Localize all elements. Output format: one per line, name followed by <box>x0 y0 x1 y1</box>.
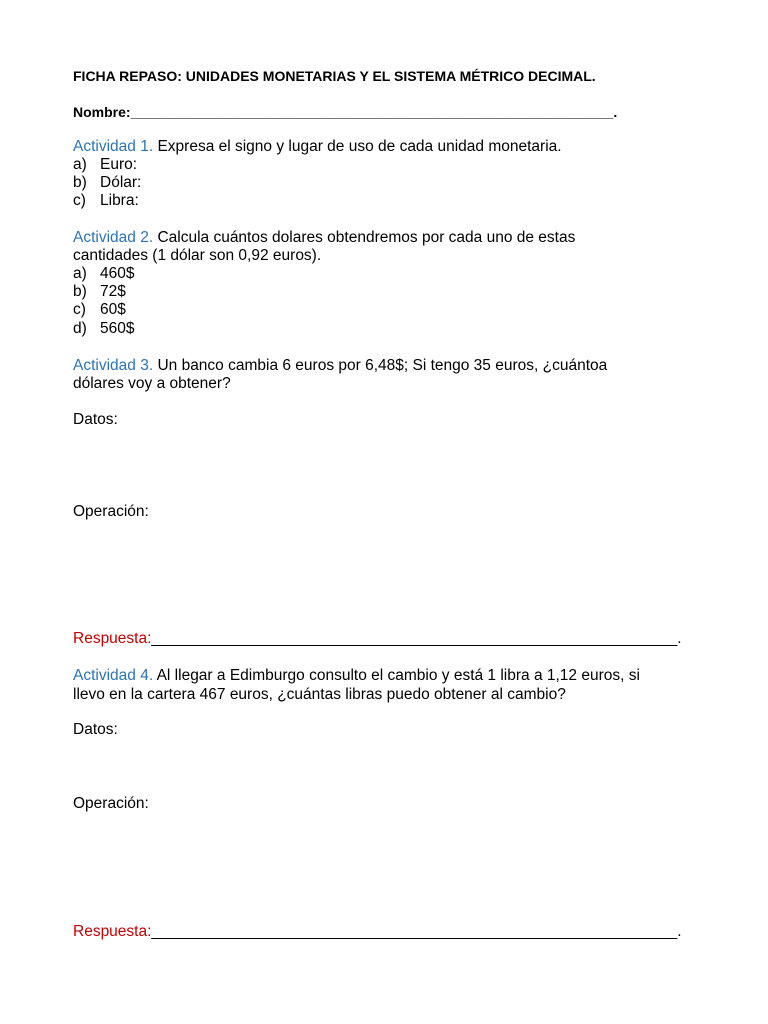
activity1-heading <box>73 138 562 156</box>
item-letter: a) <box>73 265 87 282</box>
respuesta-label: Respuesta: <box>73 630 152 647</box>
activity3-respuesta <box>73 630 682 648</box>
activity1-text: Expresa el signo y lugar de uso de cada unidad monetaria. <box>153 138 562 155</box>
item-text: 460$ <box>100 265 135 282</box>
worksheet-title: FICHA REPASO: UNIDADES MONETARIAS Y EL SISTEMA MÉTRICO DECIMAL. <box>73 68 596 84</box>
activity2-label: Actividad 2. <box>73 229 154 246</box>
respuesta-label: Respuesta: <box>73 923 152 940</box>
item-text: Libra: <box>100 192 139 209</box>
respuesta-blank[interactable]: _____________________________________________________________. <box>151 630 682 647</box>
activity4-respuesta <box>73 923 682 941</box>
respuesta-blank[interactable]: _____________________________________________________________. <box>151 923 682 940</box>
activity3-heading <box>73 357 607 375</box>
item-text: 72$ <box>100 283 126 300</box>
activity3-datos: Datos: <box>73 411 118 428</box>
list-item <box>73 320 134 338</box>
item-letter: b) <box>73 283 87 300</box>
list-item <box>73 192 139 210</box>
name-label: Nombre: <box>73 104 131 120</box>
activity2-heading <box>73 229 575 247</box>
list-item <box>73 301 126 319</box>
name-end: . <box>613 104 618 120</box>
activity2-text: Calcula cuántos dolares obtendremos por cada uno de estas <box>153 229 576 246</box>
activity3-text: Un banco cambia 6 euros por 6,48$; Si tengo 35 euros, ¿cuántoa <box>153 357 608 374</box>
activity4-datos: Datos: <box>73 721 118 738</box>
item-letter: c) <box>73 192 86 209</box>
list-item <box>73 174 141 192</box>
activity4-text: Al llegar a Edimburgo consulto el cambio y está 1 libra a 1,12 euros, si <box>153 667 640 684</box>
list-item <box>73 265 134 283</box>
activity4-text-line2: llevo en la cartera 467 euros, ¿cuántas libras puedo obtener al cambio? <box>73 686 566 703</box>
item-letter: d) <box>73 320 87 337</box>
activity4-label: Actividad 4. <box>73 667 154 684</box>
item-letter: a) <box>73 156 87 173</box>
activity3-label: Actividad 3. <box>73 357 154 374</box>
activity2-text-line2: cantidades (1 dólar son 0,92 euros). <box>73 247 322 264</box>
item-letter: c) <box>73 301 86 318</box>
activity3-operacion: Operación: <box>73 503 149 520</box>
item-text: 560$ <box>100 320 135 337</box>
list-item <box>73 283 126 301</box>
list-item <box>73 156 137 174</box>
activity4-heading <box>73 667 640 685</box>
name-blank[interactable]: ______________________________________________________________ <box>130 104 614 120</box>
name-line <box>73 103 617 121</box>
item-text: Euro: <box>100 156 138 173</box>
activity3-text-line2: dólares voy a obtener? <box>73 375 231 392</box>
item-letter: b) <box>73 174 87 191</box>
item-text: 60$ <box>100 301 126 318</box>
activity4-operacion: Operación: <box>73 795 149 812</box>
item-text: Dólar: <box>100 174 142 191</box>
activity1-label: Actividad 1. <box>73 138 154 155</box>
